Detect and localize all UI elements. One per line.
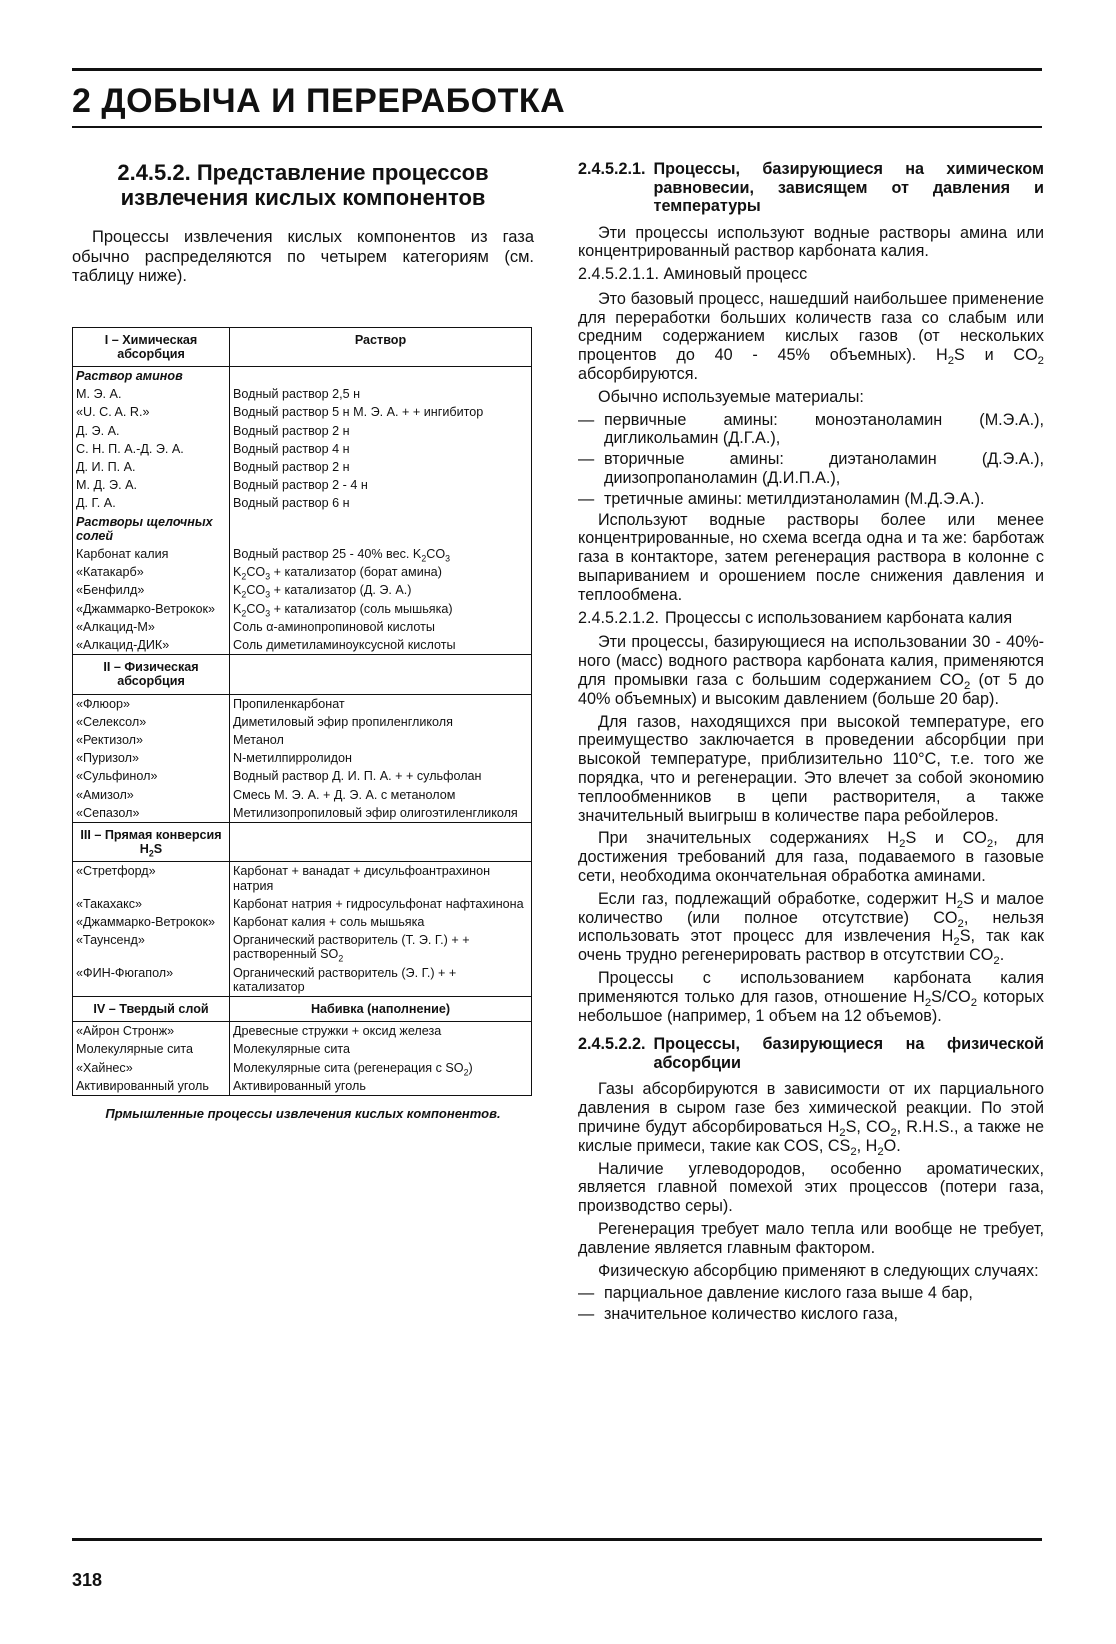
table-row: «Джаммарко-Ветрокок» $K_2CO_3$ + катализатор (соль мышьяка) [73,600,532,618]
chapter-title: 2 ДОБЫЧА И ПЕРЕРАБОТКА [72,82,566,120]
processes-table [72,327,532,1097]
paragraph: Наличие углеводородов, особенно ароматических, является главной помехой этих процессов (потери газа, производство серы). [578,1159,1044,1216]
section-title: 2.4.5.2. Представление процессов извлечения кислых компонентов [117,160,489,210]
intro-paragraph: Процессы извлечения кислых компонентов из газа обычно распределяются по четырем категориям (см. таблицу ниже). [72,228,534,285]
table-row: М. Д. Э. А. Водный раствор 2 - 4 н [73,476,532,494]
table-caption: Прмышленные процессы извлечения кислых компонентов. [105,1106,501,1122]
heading-amine-process: 2.4.5.2.1.1. Аминовый процесс [578,265,808,284]
paragraph: Используют водные растворы более или менее концентрированные, но схема всегда одна и та же: барботаж газа в контакторе, затем регенерация раствора в колонне с выпариванием и орошением после снижения давления и теплообмена. [578,510,1044,604]
category-direct-conversion: III – Прямая конверсия $H_2S$ [73,822,230,861]
table-row: «Хайнес» Молекулярные сита (регенерация с $SO_2$) [73,1059,532,1077]
table-row: Карбонат калия Водный раствор 25 - 40% вес. $K_2CO_3$ [73,545,532,563]
heading-2-4-5-2-2: 2.4.5.2.2. Процессы, базирующиеся на физической абсорбции [578,1035,1044,1072]
table-row: «Алкацид-М» Соль α-аминопропиновой кислоты [73,618,532,636]
table-header-row [73,327,532,366]
paragraph: Газы абсорбируются в зависимости от их парциального давления в сыром газе без химической реакции. По этой причине будут абсорбироваться $H_2S$, $CO_2$, R.H.S., а также не кислые примеси, такие как COS, $CS_2$, $H_2O$. [578,1080,1044,1158]
table-row: «Джаммарко-Ветрокок» Карбонат калия + соль мышьяка [73,913,532,931]
table-row: «Сепазол» Метилизопропиловый эфир олигоэтиленгликоля [73,804,532,823]
header-rule [72,126,1042,128]
subcategory-amines: Раствор аминов [73,366,230,385]
paragraph: При значительных содержаниях $H_2S$ и $CO_2$, для достижения требований для газа, подаваемого в газовые сети, необходима окончательная обработка аминами. [578,829,1044,885]
footer-rule [72,1538,1042,1541]
table-row: С. Н. П. А.-Д. Э. А. Водный раствор 4 н [73,440,532,458]
solid-block [73,1022,532,1096]
top-rule [72,68,1042,71]
table-row: «Флюор» Пропиленкарбонат [73,694,532,713]
category-physical: II – Физическая абсорбция [73,655,230,694]
list-item: — первичные амины: моноэтаноламин (М.Э.А.), дигликольамин (Д.Г.А.), [578,410,1044,448]
table-header-row [73,822,532,861]
category-chemical: I – Химическая абсорбция [73,327,230,366]
paragraph: Для газов, находящихся при высокой температуре, его преимущество заключается в проведении абсорбции при высокой температуре, приблизительно 110°C, т.е. того же порядка, что и регенерации. Это влечет за собой экономию теплообменников в цепи растворителя, а также значительный выигрыш в количестве пара ребойлеров. [578,712,1044,825]
paragraph: Эти процессы используют водные растворы амина или концентрированный раствор карбоната калия. [578,223,1044,261]
column-header-packing: Набивка (наполнение) [230,997,532,1022]
paragraph: Если газ, подлежащий обработке, содержит $H_2S$ и малое количество (или полное отсутствие) $CO_2$, нельзя использовать этот процесс для извлечения $H_2S$, так как очень трудно регенерировать раствор в отсутствии $CO_2$. [578,889,1045,968]
list-item: — третичные амины: метилдиэтаноламин (М.Д.Э.А.). [578,489,985,508]
paragraph: Физическую абсорбцию применяют в следующих случаях: [598,1261,1039,1280]
table-row: «Стретфорд» Карбонат + ванадат + дисульфоантрахинон натрия [73,862,532,895]
table-row: «Сульфинол» Водный раствор Д. И. П. А. + + сульфолан [73,767,532,785]
table-row: «Амизол» Смесь М. Э. А. + Д. Э. А. с метанолом [73,786,532,804]
table-row: «Ректизол» Метанол [73,731,532,749]
table-row: «Такахакс» Карбонат натрия + гидросульфонат нафтахинона [73,895,532,913]
table-row: «Катакарб» $K_2CO_3$ + катализатор (борат амина) [73,563,532,581]
table-row: «U. C. A. R.» Водный раствор 5 н М. Э. А. + + ингибитор [73,403,532,421]
paragraph: Обычно используемые материалы: [598,387,864,406]
paragraph: Эти процессы, базирующиеся на использовании 30 - 40%-ного (масс) водного раствора карбоната калия, применяются для промывки газа с большим содержанием $CO_2$ (от 5 до 40% объемных) и высоким давлением (больше 20 бар). [578,633,1044,708]
heading-potassium-carbonate: 2.4.5.2.1.2. Процессы с использованием карбоната калия [578,608,1013,627]
table-row: «ФИН-Фюгапол» Органический растворитель (Э. Г.) + + катализатор [73,964,532,997]
right-column [578,160,1044,1326]
column-header-solution: Раствор [230,327,532,366]
list-item: — парциальное давление кислого газа выше 4 бар, [578,1284,973,1303]
direct-block [73,862,532,997]
table-header-row [73,655,532,694]
paragraph: Это базовый процесс, нашедший наибольшее применение для переработки больших количеств газа со слабым или средним содержанием кислых газов (от нескольких процентов до 40 - 45% объемных). $H_2S$ и $CO_2$ абсорбируются. [578,289,1044,384]
subcategory-alkali: Растворы щелочных солей [73,513,230,545]
heading-2-4-5-2-1: 2.4.5.2.1. Процессы, базирующиеся на химическом равновесии, зависящем от давления и температуры [578,160,1044,215]
left-column [72,160,534,1121]
table-header-row [73,997,532,1022]
physical-block [73,694,532,822]
table-row: М. Э. А. Водный раствор 2,5 н [73,385,532,403]
table-row: «Пуризол» N-метилпирролидон [73,749,532,767]
paragraph: Регенерация требует мало тепла или вообще не требует, давление является главным фактором. [578,1219,1044,1257]
table-row: «Селексол» Диметиловый эфир пропиленгликоля [73,713,532,731]
list-item: — значительное количество кислого газа, [578,1305,898,1324]
category-solid-bed: IV – Твердый слой [73,997,230,1022]
table-row [73,513,532,545]
table-row: «Алкацид-ДИК» Соль диметиламиноуксусной кислоты [73,636,532,655]
table-row: «Бенфилд» $K_2CO_3$ + катализатор (Д. Э. А.) [73,581,532,599]
table-row: «Айрон Стронж» Древесные стружки + оксид железа [73,1022,532,1041]
table-row: Активированный уголь Активированный уголь [73,1077,532,1096]
table-row: Д. И. П. А. Водный раствор 2 н [73,458,532,476]
chemical-block [73,366,532,654]
table-row: Молекулярные сита Молекулярные сита [73,1040,532,1058]
table-row: Д. Г. А. Водный раствор 6 н [73,494,532,512]
table-row: «Таунсенд» Органический растворитель (Т. Э. Г.) + + растворенный $SO_2$ [73,931,532,963]
table-row [73,366,532,385]
list-item: — вторичные амины: диэтаноламин (Д.Э.А.), диизопропаноламин (Д.И.П.А.), [578,450,1044,488]
table-row: Д. Э. А. Водный раствор 2 н [73,422,532,440]
paragraph: Процессы с использованием карбоната калия применяются только для газов, отношение $H_2S/CO_2$ которых небольшое (например, 1 объем на 12 объемов). [578,968,1044,1025]
page-number: 318 [72,1570,103,1590]
